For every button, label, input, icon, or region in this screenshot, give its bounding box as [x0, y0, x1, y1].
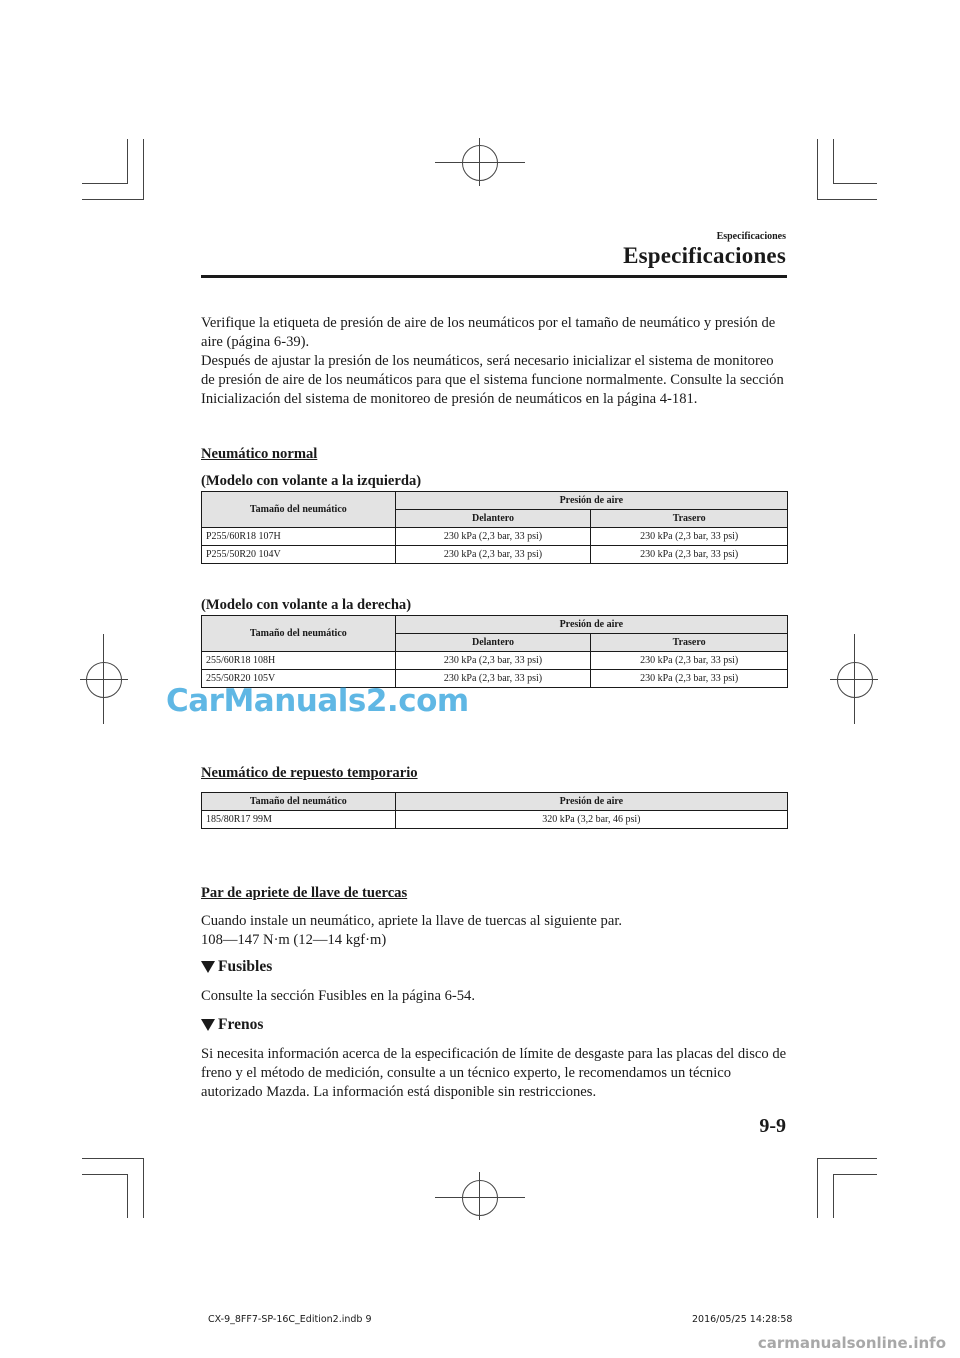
lhd-heading: (Modelo con volante a la izquierda) [201, 473, 422, 489]
table-row [202, 528, 788, 546]
rhd-heading: (Modelo con volante a la derecha) [201, 597, 412, 613]
torque-text: Cuando instale un neumático, apriete la llave de tuercas al siguiente par. [201, 913, 623, 929]
col-size-header: Tamaño del neumático [202, 793, 396, 811]
footer-filename: CX-9_8FF7-SP-16C_Edition2.indb 9 [208, 1314, 372, 1325]
fuses-heading-label: Fusibles [218, 958, 273, 975]
front-pressure-cell: 230 kPa (2,3 bar, 33 psi) [395, 528, 591, 546]
col-size-header: Tamaño del neumático [202, 616, 396, 652]
pressure-cell: 320 kPa (3,2 bar, 46 psi) [395, 811, 787, 829]
front-pressure-cell: 230 kPa (2,3 bar, 33 psi) [395, 546, 591, 564]
tire-size-cell: P255/60R18 107H [202, 528, 396, 546]
col-rear-header: Trasero [591, 510, 788, 528]
table-row [202, 811, 788, 829]
intro-paragraph-1: Verifique la etiqueta de presión de aire de los neumáticos por el tamaño de neumático y presión de aire (página 6-39). [201, 315, 776, 351]
rear-pressure-cell: 230 kPa (2,3 bar, 33 psi) [591, 528, 788, 546]
brakes-heading [201, 1016, 263, 1034]
rear-pressure-cell: 230 kPa (2,3 bar, 33 psi) [591, 546, 788, 564]
section-title: Especificaciones [623, 243, 786, 268]
rear-pressure-cell: 230 kPa (2,3 bar, 33 psi) [591, 652, 788, 670]
brakes-text: Si necesita información acerca de la especificación de límite de desgaste para las placas del disco de freno y el método de medición, consulte a un técnico experto, le recomendamos un técnico autorizado Mazda. La información está disponible sin restricciones. [201, 1046, 787, 1101]
header-divider [201, 275, 787, 278]
tire-size-cell: 255/50R20 105V [202, 670, 396, 688]
rhd-pressure-table [201, 615, 788, 688]
front-pressure-cell: 230 kPa (2,3 bar, 33 psi) [395, 670, 591, 688]
fuses-heading [201, 958, 272, 976]
site-watermark: carmanualsonline.info [757, 1334, 946, 1352]
spare-tire-heading: Neumático de repuesto temporario [201, 765, 418, 781]
tire-size-cell: 255/60R18 108H [202, 652, 396, 670]
fuses-text: Consulte la sección Fusibles en la página 6-54. [201, 988, 475, 1004]
triangle-bullet-icon [201, 1019, 215, 1031]
col-front-header: Delantero [395, 510, 591, 528]
col-pressure-header: Presión de aire [395, 616, 787, 634]
tire-size-cell: P255/50R20 104V [202, 546, 396, 564]
intro-paragraph-2: Después de ajustar la presión de los neumáticos, será necesario inicializar el sistema de monitoreo de presión de aire de los neumáticos para que el sistema funcione normalmente. Consulte la sección Inicialización del sistema de monitoreo de presión de neumáticos en la página 4-181. [201, 353, 784, 408]
tire-size-cell: 185/80R17 99M [202, 811, 396, 829]
col-rear-header: Trasero [591, 634, 788, 652]
page-number: 9-9 [759, 1115, 786, 1137]
col-front-header: Delantero [395, 634, 591, 652]
torque-value: 108—147 N·m (12—14 kgf·m) [201, 932, 387, 948]
torque-heading: Par de apriete de llave de tuercas [201, 885, 408, 901]
table-row [202, 546, 788, 564]
carmanuals-watermark: CarManuals2.com [166, 683, 469, 719]
col-pressure-header: Presión de aire [395, 492, 787, 510]
footer-timestamp: 2016/05/25 14:28:58 [692, 1314, 793, 1325]
brakes-heading-label: Frenos [218, 1016, 264, 1033]
col-pressure-header: Presión de aire [395, 793, 787, 811]
normal-tire-heading: Neumático normal [201, 446, 318, 462]
lhd-pressure-table [201, 491, 788, 564]
spare-pressure-table [201, 792, 788, 829]
col-size-header: Tamaño del neumático [202, 492, 396, 528]
rear-pressure-cell: 230 kPa (2,3 bar, 33 psi) [591, 670, 788, 688]
table-row [202, 652, 788, 670]
triangle-bullet-icon [201, 961, 215, 973]
front-pressure-cell: 230 kPa (2,3 bar, 33 psi) [395, 652, 591, 670]
section-label: Especificaciones [716, 231, 786, 242]
